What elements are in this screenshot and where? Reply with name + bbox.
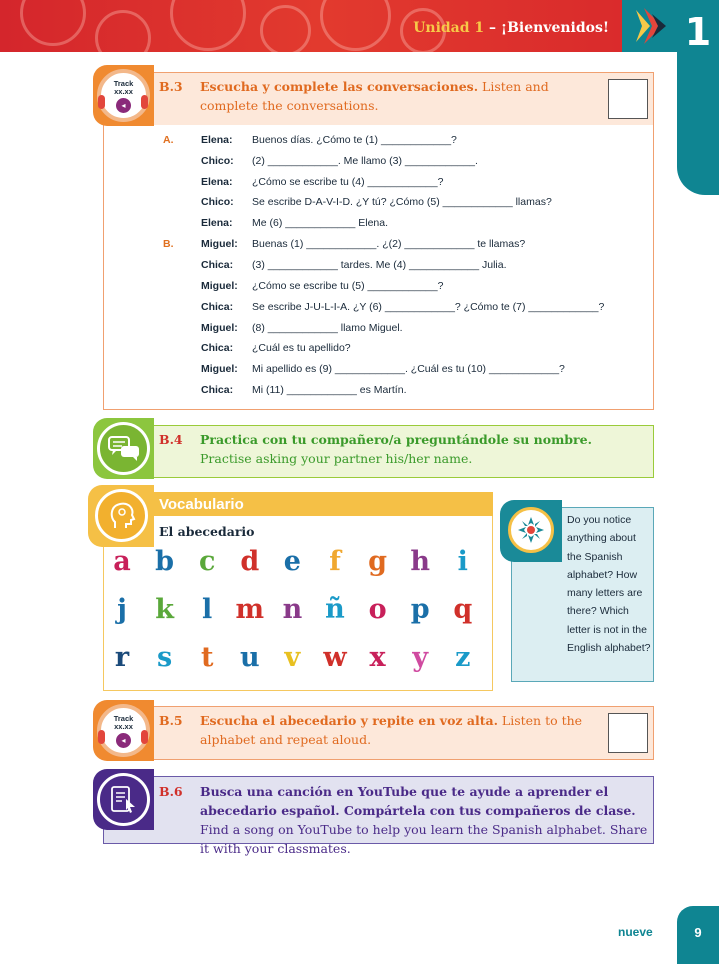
alphabet-letter: v <box>284 642 301 673</box>
b4-instruction-es: Practica con tu compañero/a preguntándole su nombre. <box>200 432 592 447</box>
alphabet-letter: m <box>235 594 265 625</box>
b3-instruction <box>200 77 600 115</box>
alphabet-letter: g <box>368 546 388 577</box>
alphabet-letter: ñ <box>325 594 345 625</box>
dialogue-line: Me (6) ____________ Elena. <box>252 217 389 229</box>
dialogue-speaker: Chica: <box>201 301 234 313</box>
b5-instruction-en: Listen to the alphabet and repeat aloud. <box>200 713 583 747</box>
alphabet-letter: f <box>329 546 341 577</box>
dialogue-line: Mi apellido es (9) ____________. ¿Cuál es tu (10) ____________? <box>252 363 565 375</box>
dialogue-line: Buenos días. ¿Cómo te (1) ____________? <box>252 134 457 146</box>
dialogue-speaker: Chica: <box>201 342 234 354</box>
alphabet-letter: s <box>156 642 173 673</box>
b5-track-number: xx.xx <box>114 722 133 731</box>
dialogue-speaker: Chico: <box>201 155 234 167</box>
alphabet-letter: t <box>200 642 214 673</box>
unit-logo-icon <box>622 0 677 52</box>
dialogue-speaker: Chica: <box>201 259 234 271</box>
chat-bubbles-icon <box>107 435 141 463</box>
unit-title <box>413 20 609 36</box>
b6-code: B.6 <box>159 784 183 799</box>
b3-play-icon[interactable]: ◂ <box>116 98 131 113</box>
dialogue-line: Mi (11) ____________ es Martín. <box>252 384 407 396</box>
vocab-subtitle: El abecedario <box>159 524 255 539</box>
b3-track-number: xx.xx <box>114 87 133 96</box>
dialogue-line: ¿Cómo se escribe tu (4) ____________? <box>252 176 444 188</box>
b5-instruction-es: Escucha el abecedario y repite en voz alta. <box>200 713 498 728</box>
alphabet-letter: k <box>155 594 174 625</box>
dialogue-speaker: Elena: <box>201 217 233 229</box>
b5-checkbox[interactable] <box>608 713 648 753</box>
dialogue-speaker: Miguel: <box>201 238 238 250</box>
unit-label: Unidad 1 <box>413 20 485 36</box>
b5-track-label: Track <box>113 714 134 723</box>
unit-logo <box>622 0 677 52</box>
b3-instruction-en: Listen and complete the conversations. <box>200 79 549 113</box>
dialogue-speaker: Miguel: <box>201 363 238 375</box>
dialogue-speaker: Chico: <box>201 196 234 208</box>
vocab-title: Vocabulario <box>159 496 244 513</box>
dialogue-speaker: Miguel: <box>201 280 238 292</box>
rosette-icon <box>516 515 546 545</box>
b5-instruction <box>200 711 600 749</box>
alphabet-letter: u <box>239 642 260 673</box>
page-word: nueve <box>618 925 653 939</box>
alphabet-letter: y <box>412 642 429 673</box>
b6-instruction-es: Busca una canción en YouTube que te ayude a aprender el abecedario español. Compártela con tus compañeros de clase. <box>200 784 636 818</box>
b5-play-icon[interactable]: ◂ <box>116 733 131 748</box>
tablet-click-icon <box>109 785 139 815</box>
alphabet-letter: d <box>240 546 260 577</box>
b3-headphones-icon <box>97 69 150 122</box>
dialogue-speaker: Chica: <box>201 384 234 396</box>
b3-code: B.3 <box>159 79 183 94</box>
b4-instruction <box>200 430 640 468</box>
b5-headphones-icon <box>97 704 150 757</box>
dialogue-letter: A. <box>163 134 174 146</box>
dialogue-speaker: Elena: <box>201 134 233 146</box>
b6-tablet-icon <box>97 773 150 826</box>
alphabet-letter: p <box>410 594 430 625</box>
alphabet-letter: o <box>368 594 387 625</box>
b4-instruction-en: Practise asking your partner his/her name. <box>200 451 473 466</box>
alphabet-letter: c <box>198 546 216 577</box>
dialogue-speaker: Elena: <box>201 176 233 188</box>
alphabet-letter: n <box>282 594 303 625</box>
notice-text: Do you notice anything about the Spanish alphabet? How many letters are there? Which letter is not in the English alphabet? <box>567 514 651 655</box>
alphabet-letter: z <box>455 642 471 673</box>
dialogue-speaker: Miguel: <box>201 322 238 334</box>
alphabet-letter: a <box>113 546 131 577</box>
dialogue-letter: B. <box>163 238 174 250</box>
unit-heading: – ¡Bienvenidos! <box>489 20 609 36</box>
alphabet-letter: j <box>117 594 127 625</box>
alphabet-letter: q <box>453 594 473 625</box>
alphabet-letter: x <box>369 642 386 673</box>
alphabet-letter: l <box>202 594 213 625</box>
b3-track-label: Track <box>113 79 134 88</box>
alphabet-letter: h <box>410 546 430 577</box>
alphabet-letter: e <box>283 546 301 577</box>
chapter-number: 1 <box>684 10 712 54</box>
thinking-head-icon <box>107 500 137 530</box>
dialogue-line: ¿Cómo se escribe tu (5) ____________? <box>252 280 444 292</box>
dialogue-line: (8) ____________ llamo Miguel. <box>252 322 403 334</box>
dialogue-line: (3) ____________ tardes. Me (4) ____________ Julia. <box>252 259 507 271</box>
dialogue-line: (2) ____________. Me llamo (3) ____________. <box>252 155 478 167</box>
b6-instruction <box>200 782 650 858</box>
b3-checkbox[interactable] <box>608 79 648 119</box>
b4-code: B.4 <box>159 432 183 447</box>
alphabet-letter: b <box>155 546 175 577</box>
b5-code: B.5 <box>159 713 183 728</box>
b4-speech-icon <box>97 422 150 475</box>
dialogue-line: Buenas (1) ____________. ¿(2) ____________ te llamas? <box>252 238 526 250</box>
dialogue-line: ¿Cuál es tu apellido? <box>252 342 351 354</box>
dialogue-line: Se escribe J-U-L-I-A. ¿Y (6) ____________? ¿Cómo te (7) ____________? <box>252 301 605 313</box>
page-number: 9 <box>694 925 702 940</box>
alphabet-letter: i <box>457 546 468 577</box>
notice-icon <box>508 507 554 553</box>
b3-instruction-es: Escucha y complete las conversaciones. <box>200 79 479 94</box>
alphabet-letter: r <box>114 642 130 673</box>
dialogue-line: Se escribe D-A-V-I-D. ¿Y tú? ¿Cómo (5) ____________ llamas? <box>252 196 552 208</box>
b6-instruction-en: Find a song on YouTube to help you learn the Spanish alphabet. Share it with your classmates. <box>200 822 648 856</box>
vocab-head-icon <box>95 489 148 542</box>
alphabet-letter: w <box>323 642 347 673</box>
